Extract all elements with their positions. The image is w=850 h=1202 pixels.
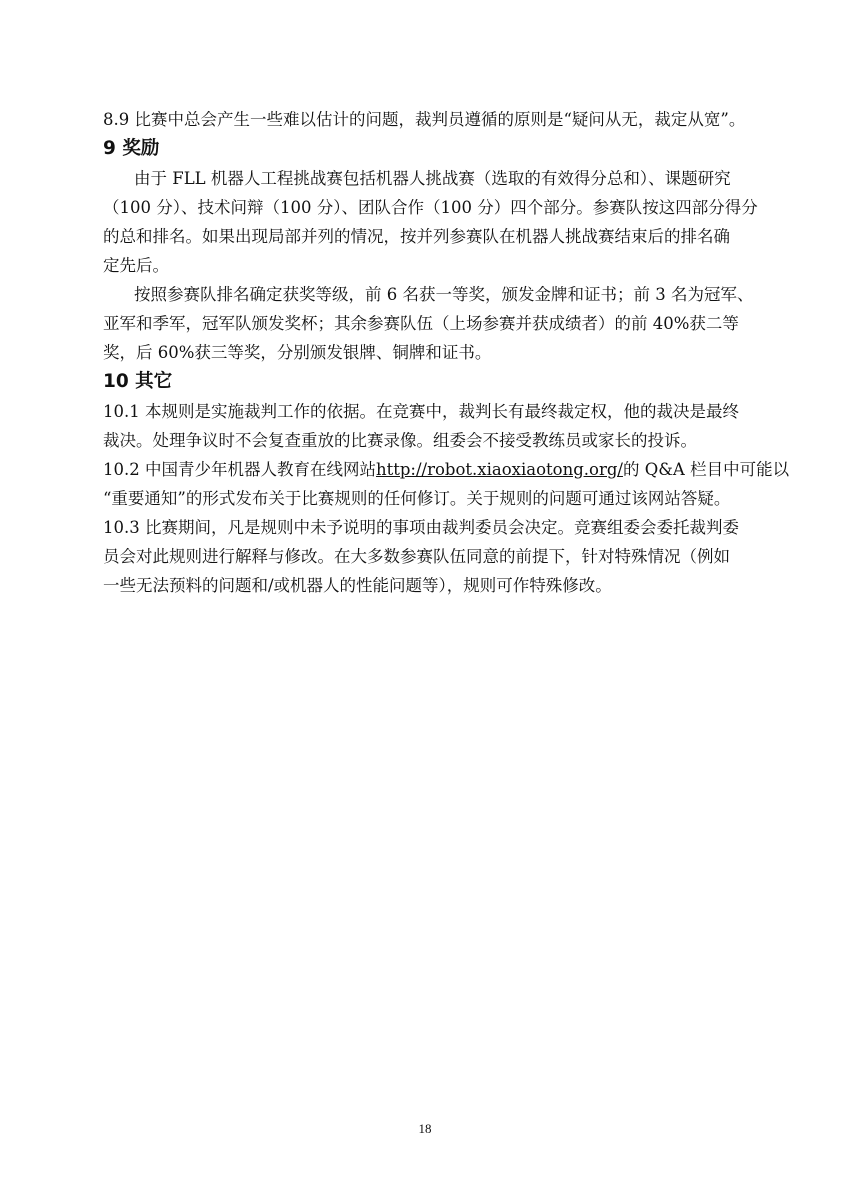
- clause-8-9: 8.9 比赛中总会产生一些难以估计的问题，裁判员遵循的原则是“疑问从无，裁定从宽”。: [103, 110, 746, 129]
- website-link[interactable]: http://robot.xiaoxiaotong.org/: [375, 460, 623, 479]
- paragraph-line: 奖，后 60%获三等奖，分别颁发银牌、铜牌和证书。: [103, 343, 492, 362]
- section-10-heading: 10 其它: [103, 371, 173, 392]
- paragraph-line: 定先后。: [103, 256, 169, 275]
- paragraph-line: （100 分）、技术问辩（100 分）、团队合作（100 分）四个部分。参赛队按这四部分得分: [103, 198, 758, 217]
- paragraph-line: 一些无法预料的问题和/或机器人的性能问题等），规则可作特殊修改。: [103, 576, 612, 595]
- section-9-paragraph-1: [103, 164, 758, 280]
- paragraph-line: [103, 455, 790, 484]
- section-9-paragraph-2: [103, 280, 753, 367]
- paragraph-line: 员会对此规则进行解释与修改。在大多数参赛队伍同意的前提下，针对特殊情况（例如: [103, 547, 730, 566]
- paragraph-line: 的总和排名。如果出现局部并列的情况，按并列参赛队在机器人挑战赛结束后的排名确: [103, 227, 730, 246]
- page-number: 18: [418, 1121, 432, 1136]
- paragraph-line: 由于 FLL 机器人工程挑战赛包括机器人挑战赛（选取的有效得分总和）、课题研究: [134, 169, 731, 188]
- section-9-heading: 9 奖励: [103, 138, 160, 159]
- document-body: [103, 105, 790, 600]
- paragraph-line: 10.3 比赛期间，凡是规则中未予说明的事项由裁判委员会决定。竞赛组委会委托裁判委: [103, 518, 739, 537]
- clause-10-2: [103, 455, 790, 513]
- clause-10-1: [103, 397, 753, 455]
- clause-10-2-text-after: 的 Q&A 栏目中可能以: [622, 460, 790, 479]
- paragraph-line: 10.1 本规则是实施裁判工作的依据。在竞赛中，裁判长有最终裁定权，他的裁决是最终: [103, 402, 739, 421]
- paragraph-line: 亚军和季军，冠军队颁发奖杯；其余参赛队伍（上场参赛并获成绩者）的前 40%获二等: [103, 314, 739, 333]
- clause-10-2-text-before: 10.2 中国青少年机器人教育在线网站: [103, 460, 376, 479]
- paragraph-line: 裁决。处理争议时不会复查重放的比赛录像。组委会不接受教练员或家长的投诉。: [103, 431, 697, 450]
- clause-10-3: [103, 513, 753, 600]
- paragraph-line: “重要通知”的形式发布关于比赛规则的任何修订。关于规则的问题可通过该网站答疑。: [103, 489, 731, 508]
- paragraph-line: 按照参赛队排名确定获奖等级，前 6 名获一等奖，颁发金牌和证书；前 3 名为冠军、: [134, 285, 754, 304]
